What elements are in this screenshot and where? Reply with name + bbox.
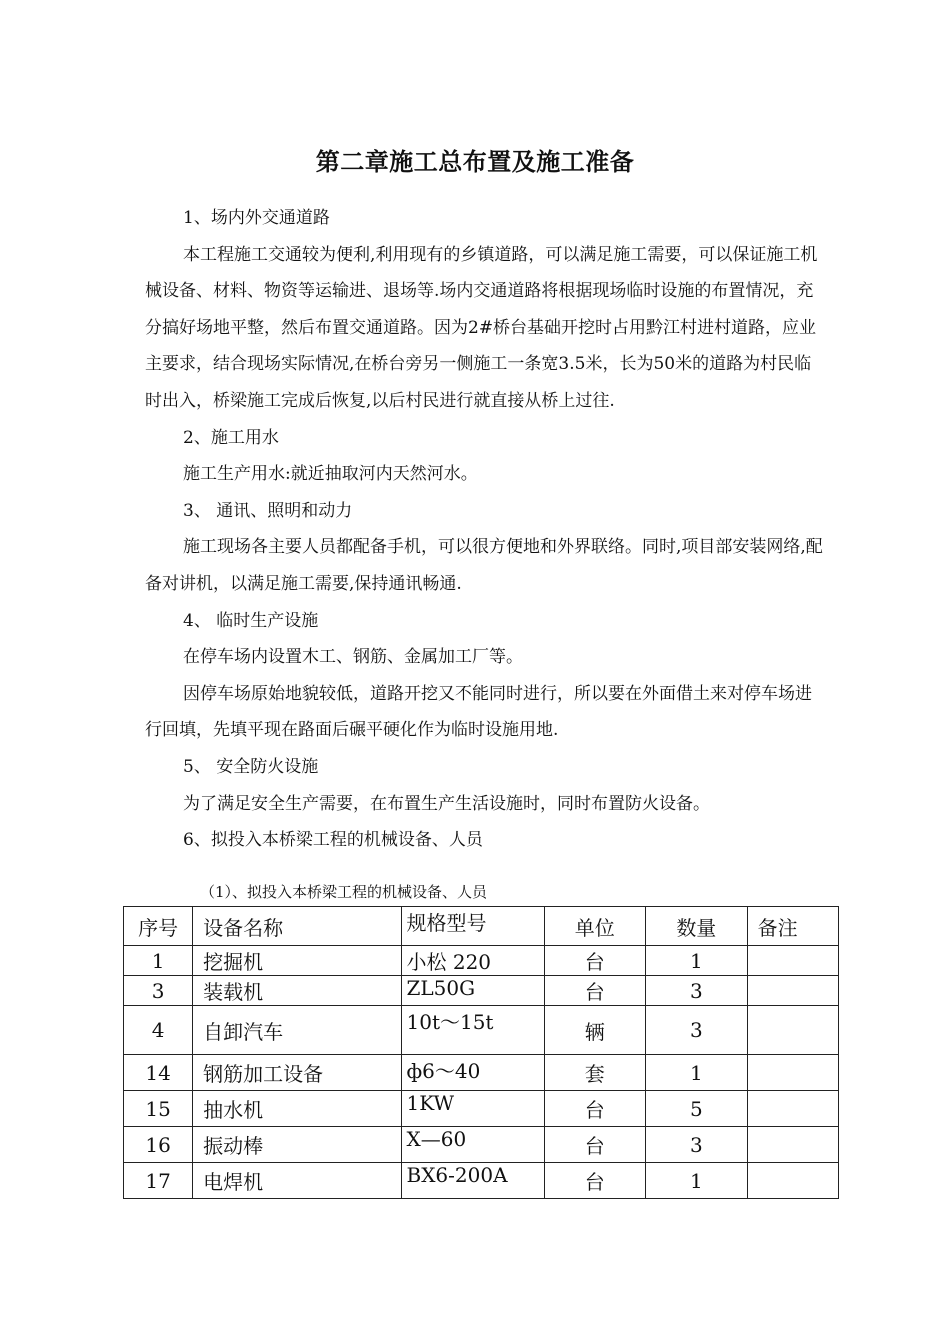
document-body — [145, 200, 825, 859]
table-cell: 挖掘机 — [193, 946, 401, 976]
table-row — [124, 1127, 839, 1163]
table-cell: 1 — [646, 1055, 748, 1091]
table-cell: 台 — [544, 946, 646, 976]
header-cell: 序号 — [124, 907, 193, 946]
table-cell — [747, 976, 838, 1006]
section-heading-water: 2、施工用水 — [183, 427, 279, 448]
table-cell: 台 — [544, 1163, 646, 1199]
paragraph-fire-safety: 为了满足安全生产需要，在布置生产生活设施时，同时布置防火设备。 — [183, 793, 710, 814]
header-cell: 单位 — [544, 907, 646, 946]
table-cell: 台 — [544, 976, 646, 1006]
table-cell: 钢筋加工设备 — [193, 1055, 401, 1091]
table-cell — [747, 1006, 838, 1055]
table-cell: 3 — [124, 976, 193, 1006]
table-row — [124, 946, 839, 976]
table-cell — [747, 1055, 838, 1091]
paragraph-water: 施工生产用水:就近抽取河内天然河水。 — [183, 464, 478, 485]
table-cell — [747, 1127, 838, 1163]
section-heading-communication: 3、 通讯、照明和动力 — [183, 500, 353, 521]
table-header-row — [124, 907, 839, 946]
table-cell: ZL50G — [401, 976, 544, 1006]
table-cell — [747, 946, 838, 976]
table-cell: 17 — [124, 1163, 193, 1199]
section-heading-facilities: 4、 临时生产设施 — [183, 610, 319, 631]
table-cell: 1KW — [401, 1091, 544, 1127]
table-cell: ф6～40 — [401, 1055, 544, 1091]
paragraph-facilities-1: 在停车场内设置木工、钢筋、金属加工厂等。 — [183, 647, 523, 668]
section-heading-fire-safety: 5、 安全防火设施 — [183, 756, 319, 777]
table-cell: 台 — [544, 1127, 646, 1163]
table-cell: 3 — [646, 1006, 748, 1055]
section-heading-equipment: 6、拟投入本桥梁工程的机械设备、人员 — [183, 830, 483, 851]
table-cell: 10t～15t — [401, 1006, 544, 1055]
table-cell: 14 — [124, 1055, 193, 1091]
table-cell: 1 — [646, 1163, 748, 1199]
table-cell: 小松 220 — [401, 946, 544, 976]
table-row — [124, 976, 839, 1006]
table-cell: 1 — [124, 946, 193, 976]
table-cell — [747, 1091, 838, 1127]
table-cell: BX6-200A — [401, 1163, 544, 1199]
table-cell: X—60 — [401, 1127, 544, 1163]
table-cell: 辆 — [544, 1006, 646, 1055]
table-cell: 3 — [646, 976, 748, 1006]
header-cell: 设备名称 — [193, 907, 401, 946]
table-row — [124, 1006, 839, 1055]
equipment-table — [123, 906, 839, 1199]
table-row — [124, 1055, 839, 1091]
header-cell: 规格型号 — [401, 907, 544, 946]
section-heading-traffic: 1、场内外交通道路 — [183, 208, 330, 228]
paragraph-communication: 施工现场各主要人员都配备手机，可以很方便地和外界联络。同时,项目部安装网络,配备对讲机，以满足施工需要,保持通讯畅通. — [145, 537, 823, 594]
table-cell: 抽水机 — [193, 1091, 401, 1127]
table-row — [124, 1091, 839, 1127]
table-cell — [747, 1163, 838, 1199]
table-cell: 5 — [646, 1091, 748, 1127]
paragraph-traffic: 本工程施工交通较为便利,利用现有的乡镇道路，可以满足施工需要，可以保证施工机械设备、材料、物资等运输进、退场等.场内交通道路将根据现场临时设施的布置情况，充分搞好场地平整，然后布置交通道路。因为2#桥台基础开挖时占用黔江村进村道路，应业主要求，结合现场实际情况,在桥台旁另一侧施工一条宽3.5米，长为50米的道路为村民临时出入，桥梁施工完成后恢复,以后村民进行就直接从桥上过往. — [145, 244, 818, 411]
table-cell: 套 — [544, 1055, 646, 1091]
table-cell: 装载机 — [193, 976, 401, 1006]
table-cell: 16 — [124, 1127, 193, 1163]
table-row — [124, 1163, 839, 1199]
table-cell: 4 — [124, 1006, 193, 1055]
table-cell: 台 — [544, 1091, 646, 1127]
paragraph-facilities-2: 因停车场原始地貌较低，道路开挖又不能同时进行，所以要在外面借土来对停车场进行回填，先填平现在路面后碾平硬化作为临时设施用地. — [145, 683, 812, 741]
table-cell: 振动棒 — [193, 1127, 401, 1163]
table-cell: 电焊机 — [193, 1163, 401, 1199]
table-cell: 自卸汽车 — [193, 1006, 401, 1055]
table-cell: 15 — [124, 1091, 193, 1127]
table-caption: （1）、拟投入本桥梁工程的机械设备、人员 — [200, 883, 488, 901]
page-title: 第二章施工总布置及施工准备 — [315, 147, 635, 176]
table-cell: 3 — [646, 1127, 748, 1163]
header-cell: 数量 — [646, 907, 748, 946]
header-cell: 备注 — [747, 907, 838, 946]
table-cell: 1 — [646, 946, 748, 976]
